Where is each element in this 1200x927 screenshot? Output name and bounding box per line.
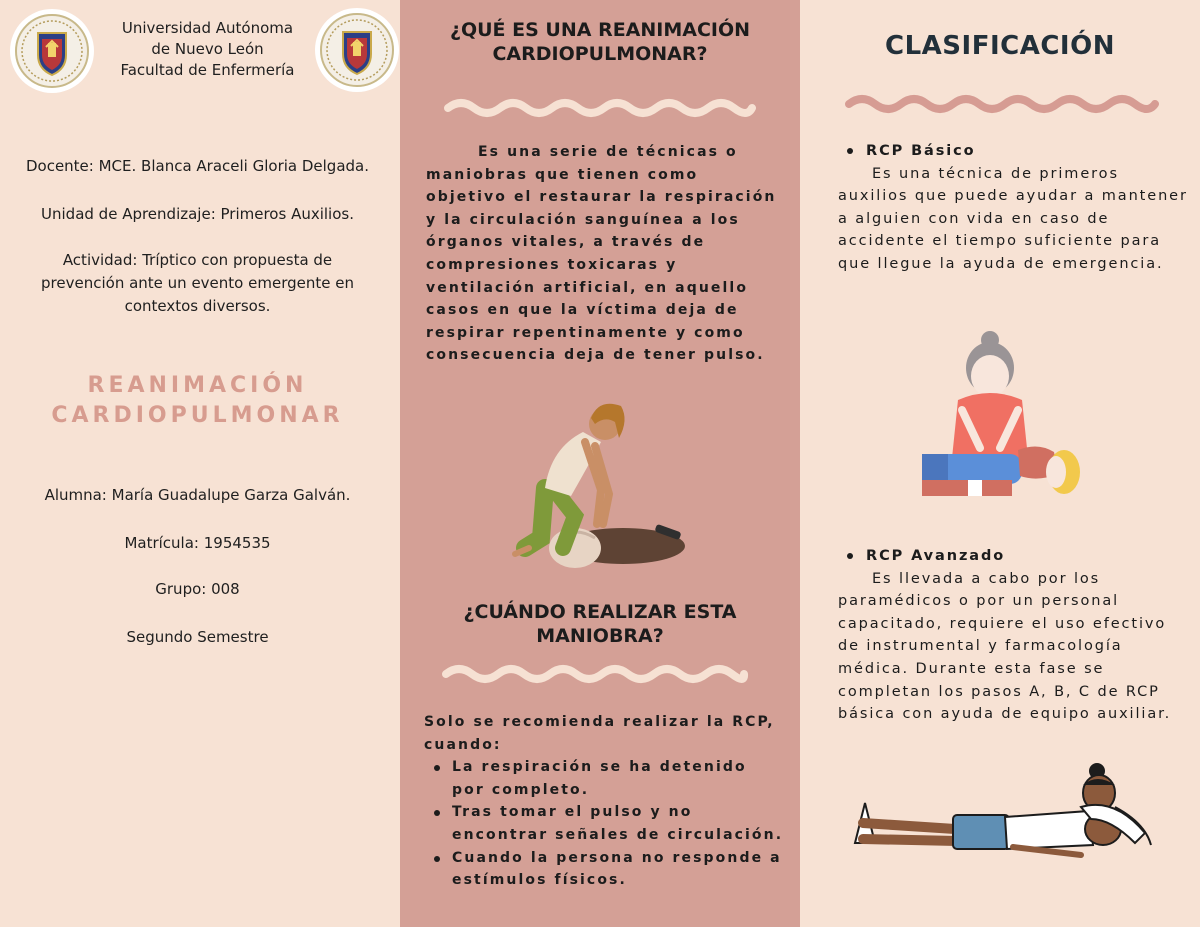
left-panel [0, 0, 400, 927]
teacher-text: Docente: MCE. Blanca Araceli Gloria Delgada. [25, 157, 370, 175]
faculty-line: Facultad de Enfermería [120, 61, 295, 79]
cover-title-line: CARDIOPULMONAR [51, 403, 344, 428]
heading-line: CARDIOPULMONAR? [492, 43, 708, 65]
when-intro: Solo se recomienda realizar la RCP, cuando: [424, 714, 775, 753]
group-text: Grupo: 008 [155, 580, 240, 598]
nurse-cpr-illustration [918, 330, 1083, 500]
wave-divider-icon [843, 94, 1161, 114]
university-line: de Nuevo León [151, 40, 264, 58]
rcp-basic-section [838, 140, 1188, 276]
rcp-advanced-paragraph [838, 568, 1188, 726]
university-line: Universidad Autónoma [121, 19, 294, 37]
list-item: Cuando la persona no responde a estímulos físicos. [424, 847, 784, 892]
heading-line: ¿QUÉ ES UNA REANIMACIÓN [449, 19, 751, 41]
definition-text [426, 141, 786, 367]
learning-unit-text: Unidad de Aprendizaje: Primeros Auxilios. [41, 205, 354, 223]
when-heading [400, 600, 800, 648]
heading-line: ¿CUÁNDO REALIZAR ESTA [463, 601, 737, 623]
when-list [424, 756, 784, 892]
cover-title [0, 371, 395, 431]
rescue-breathing-illustration [845, 763, 1160, 863]
cpr-compression-illustration [505, 398, 690, 573]
rcp-basic-paragraph [838, 163, 1188, 276]
university-seal-icon [10, 9, 94, 93]
when-section [424, 711, 784, 892]
activity-text: Actividad: Tríptico con propuesta de prevención ante un evento emergente en contextos diversos. [41, 251, 354, 315]
student-text: Alumna: María Guadalupe Garza Galván. [44, 486, 351, 504]
heading-line: MANIOBRA? [536, 625, 664, 647]
rcp-advanced-title: RCP Avanzado [838, 545, 1188, 568]
rcp-advanced-text: Es llevada a cabo por los paramédicos o por un personal capacitado, requiere el uso efectivo de instrumental y farmacología médica. Durante esta fase se completan los pasos A, B, C de RCP básica con ayuda de equipo auxiliar. [838, 570, 1172, 723]
classification-heading: CLASIFICACIÓN [885, 31, 1115, 61]
what-is-heading [400, 18, 800, 66]
wave-divider-icon [442, 98, 758, 118]
university-name [100, 18, 315, 81]
list-item: Tras tomar el pulso y no encontrar señales de circulación. [424, 801, 784, 846]
cover-title-line: REANIMACIÓN [87, 373, 308, 398]
university-seal-icon [315, 8, 399, 92]
rcp-basic-text: Es una técnica de primeros auxilios que puede ayudar a mantener a alguien con vida en caso de accidente el tiempo suficiente para que llegue la ayuda de emergencia. [838, 165, 1188, 272]
student-id-text: Matrícula: 1954535 [124, 534, 271, 552]
semester-text: Segundo Semestre [126, 628, 269, 646]
list-item: La respiración se ha detenido por completo. [424, 756, 784, 801]
rcp-basic-title: RCP Básico [838, 140, 1188, 163]
definition-body: Es una serie de técnicas o maniobras que tienen como objetivo el restaurar la respiración y la circulación sanguínea a los órganos vitales, a través de compresiones toxicaras y ventilación artificial, en aquello casos en que la víctima deja de respirar repentinamente y como consecuencia deja de tener pulso. [426, 144, 777, 364]
wave-divider-icon [440, 664, 750, 684]
rcp-advanced-section [838, 545, 1188, 726]
